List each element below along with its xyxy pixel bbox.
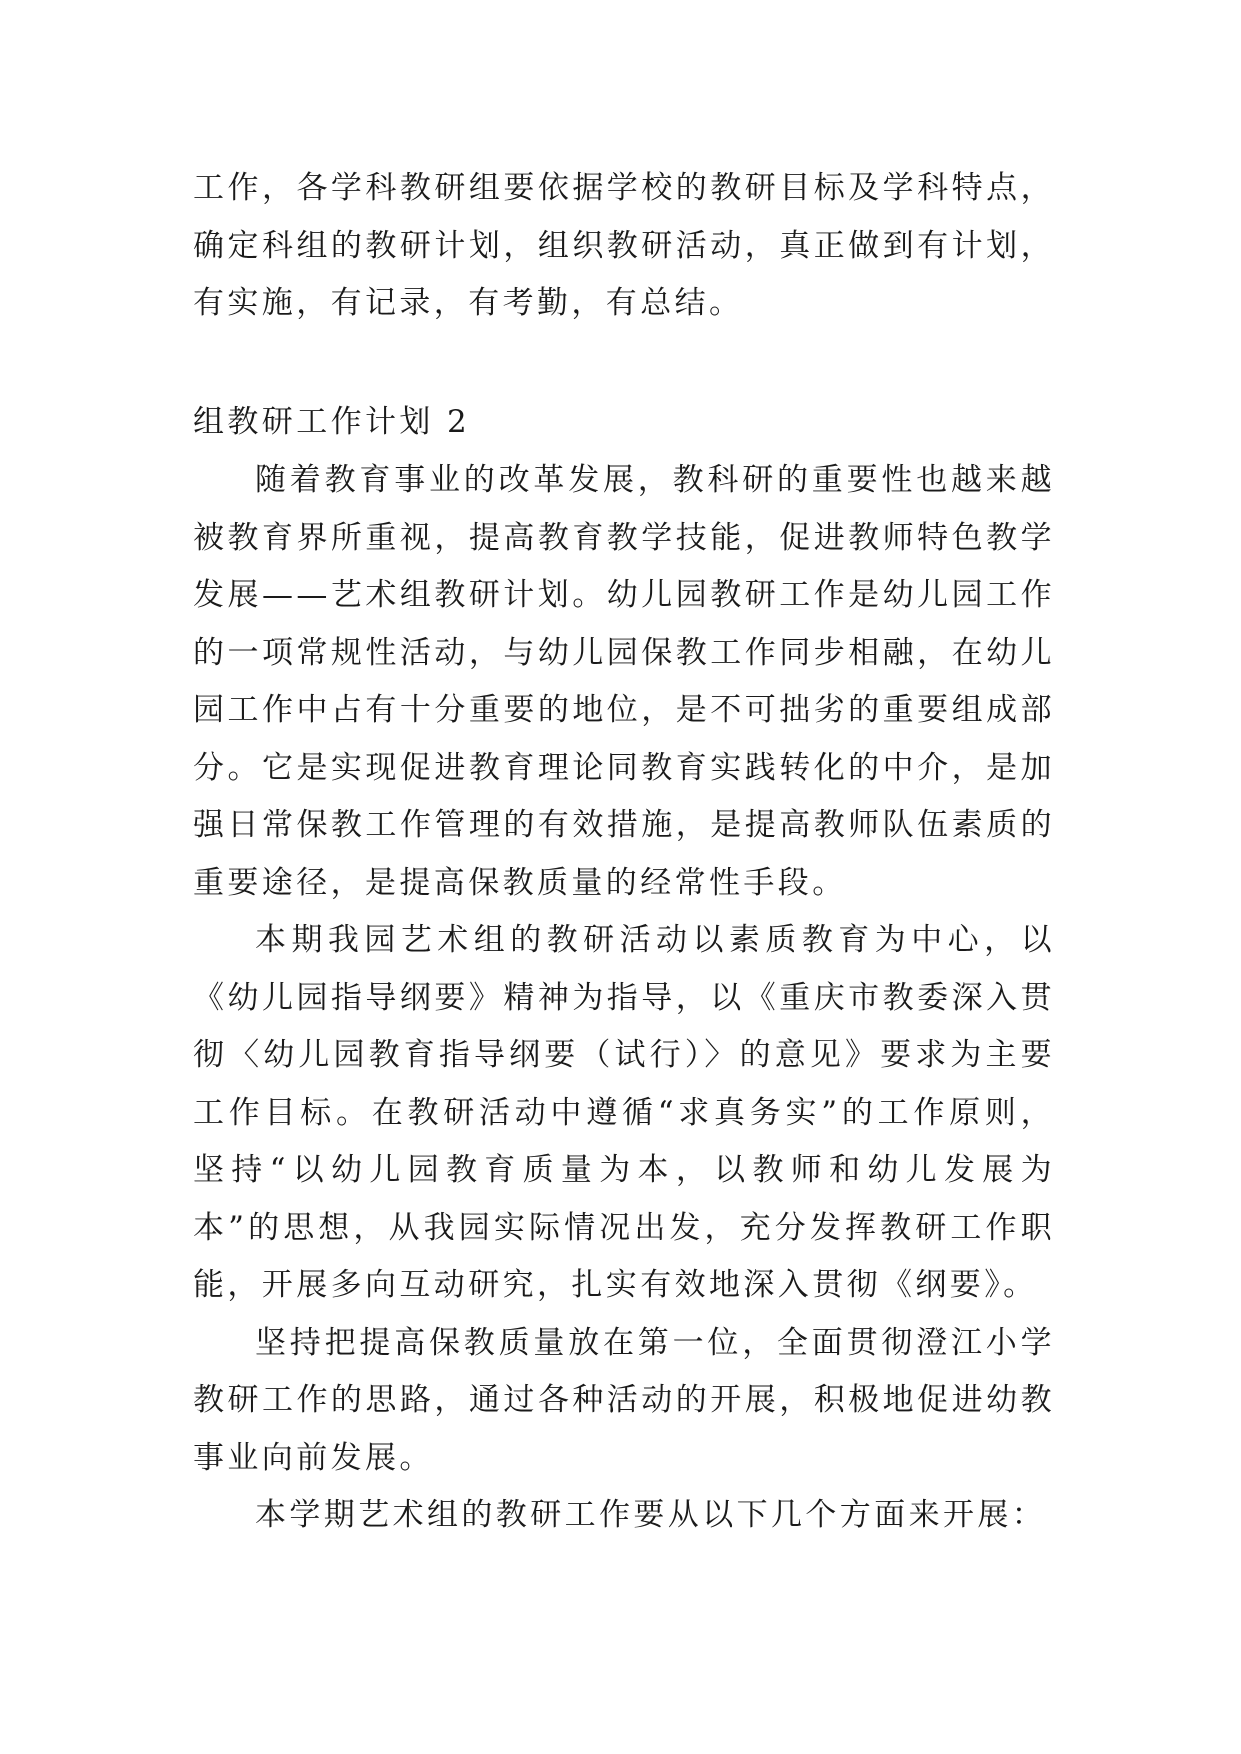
- paragraph-guidance: 本期我园艺术组的教研活动以素质教育为中心，以《幼儿园指导纲要》精神为指导，以《重庆市教委深入贯彻〈幼儿园教育指导纲要（试行）〉的意见》要求为主要工作目标。在教研活动中遵循“求真务实”的工作原则，坚持“以幼儿园教育质量为本，以教师和幼儿发展为本”的思想，从我园实际情况出发，充分发挥教研工作职能，开展多向互动研究，扎实有效地深入贯彻《纲要》。: [193, 922, 1055, 1303]
- continuation-paragraph: 工作，各学科教研组要依据学校的教研目标及学科特点，确定科组的教研计划，组织教研活动，真正做到有计划，有实施，有记录，有考勤，有总结。: [193, 170, 1055, 321]
- paragraph-intro: 随着教育事业的改革发展，教科研的重要性也越来越被教育界所重视，提高教育教学技能，促进教师特色教学发展——艺术组教研计划。幼儿园教研工作是幼儿园工作的一项常规性活动，与幼儿园保教工作同步相融，在幼儿园工作中占有十分重要的地位，是不可拙劣的重要组成部分。它是实现促进教育理论同教育实践转化的中介，是加强日常保教工作管理的有效措施，是提高教师队伍素质的重要途径，是提高保教质量的经常性手段。: [193, 462, 1055, 901]
- paragraph-quality: 坚持把提高保教质量放在第一位，全面贯彻澄江小学教研工作的思路，通过各种活动的开展，积极地促进幼教事业向前发展。: [193, 1324, 1055, 1476]
- document-body: [193, 452, 1055, 1545]
- section-heading: 组教研工作计划 2: [193, 404, 471, 440]
- paragraph-aspects: 本学期艺术组的教研工作要从以下几个方面来开展：: [255, 1497, 1047, 1533]
